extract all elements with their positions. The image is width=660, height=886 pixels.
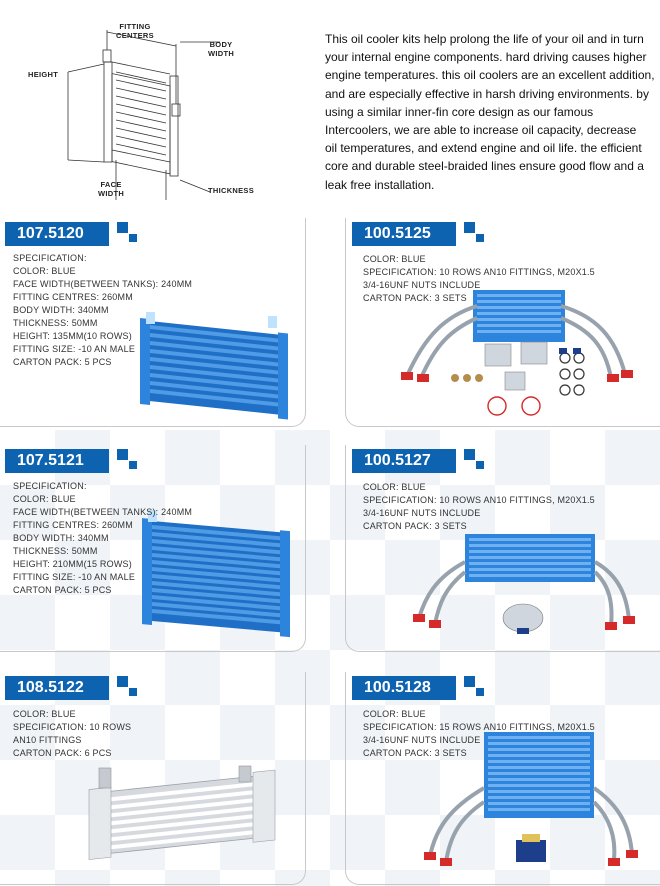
badge-square [476,461,484,469]
spec-line: FITTING SIZE: -10 AN MALE [13,344,136,354]
intro-line: using a similar inner-fin core design as our famous [325,104,594,119]
badge-square [117,676,128,687]
badge-square [464,449,475,460]
spec-line: AN10 FITTINGS [13,735,82,745]
intro-line: oil temperatures, and extend engine and oil life. the efficient [325,141,642,156]
spec-line: 3/4-16UNF NUTS INCLUDE [363,280,481,290]
spec-line: COLOR: BLUE [363,482,426,492]
cooler-line-drawing [20,10,310,210]
spec-line: CARTON PACK: 3 SETS [363,293,467,303]
label-thickness: THICKNESS [208,186,255,195]
spec-line: THICKNESS: 50MM [13,546,98,556]
product-image-silver-cooler [85,762,285,862]
intro-line: This oil cooler kits help prolong the life of your oil and in turn [325,32,644,46]
spec-line: COLOR: BLUE [13,709,76,719]
intro-line: engine temperatures. this oil coolers are an excellent addition, [325,68,655,83]
spec-line: COLOR: BLUE [13,266,76,276]
spec-line: HEIGHT: 210MM(15 ROWS) [13,559,132,569]
spec-line: 3/4-16UNF NUTS INCLUDE [363,508,481,518]
spec-line: CARTON PACK: 3 SETS [363,521,467,531]
product-code-badge: 107.5120 [5,222,109,246]
spec-line: SPECIFICATION: 10 ROWS AN10 FITTINGS, M20X1.5 [363,495,595,505]
badge-square [129,461,137,469]
product-image-cooler-kit-with-sandwich-plate [405,528,650,646]
spec-line: FACE WIDTH(BETWEEN TANKS): 240MM [13,279,193,289]
badge-square [476,234,484,242]
spec-line: SPECIFICATION: [13,481,87,491]
product-spec-list [13,252,192,369]
spec-line: SPECIFICATION: 10 ROWS [13,722,132,732]
spec-line: HEIGHT: 135MM(10 ROWS) [13,331,132,341]
product-image-cooler-kit-with-adapters [385,286,655,426]
spec-line: FITTING CENTRES: 260MM [13,292,133,302]
product-code-badge: 107.5121 [5,449,109,473]
intro-line: your internal engine components. hard driving causes higher [325,50,647,65]
intro-paragraph [325,30,653,194]
product-code-badge: 108.5122 [5,676,109,700]
intro-line: leak free installation. [325,177,435,192]
product-spec-list [363,253,595,305]
cooler-dimension-diagram [20,10,310,210]
spec-line: CARTON PACK: 6 PCS [13,748,112,758]
spec-line: FITTING CENTRES: 260MM [13,520,133,530]
spec-line: THICKNESS: 50MM [13,318,98,328]
product-code-badge: 100.5127 [352,449,456,473]
product-spec-list [363,481,595,533]
product-code-badge: 100.5128 [352,676,456,700]
label-face-width: FACE WIDTH [98,180,125,198]
spec-line: BODY WIDTH: 340MM [13,533,109,543]
badge-square [129,688,137,696]
spec-line: BODY WIDTH: 340MM [13,305,109,315]
badge-square [476,688,484,696]
badge-square [464,222,475,233]
label-body-width: BODY WIDTH [208,40,235,58]
spec-line: FITTING SIZE: -10 AN MALE [13,572,136,582]
spec-line: CARTON PACK: 3 SETS [363,748,467,758]
product-spec-list [13,708,131,760]
product-code-badge: 100.5125 [352,222,456,246]
label-height: HEIGHT [28,70,59,79]
spec-line: 3/4-16UNF NUTS INCLUDE [363,735,481,745]
product-spec-list [13,480,192,597]
intro-line: Intercoolers, we are able to increase oil capacity, decrease [325,123,637,138]
badge-square [117,449,128,460]
spec-line: CARTON PACK: 5 PCS [13,585,112,595]
badge-square [464,676,475,687]
product-spec-list [363,708,595,760]
spec-line: CARTON PACK: 5 PCS [13,357,112,367]
spec-line: COLOR: BLUE [13,494,76,504]
spec-line: COLOR: BLUE [363,709,426,719]
spec-line: SPECIFICATION: 15 ROWS AN10 FITTINGS, M20X1.5 [363,722,595,732]
badge-square [129,234,137,242]
spec-line: SPECIFICATION: [13,253,87,263]
intro-line: core and durable steel-braided lines ensure good flow and a [325,159,644,174]
label-fitting-centers: FITTING CENTERS [116,22,154,40]
spec-line: SPECIFICATION: 10 ROWS AN10 FITTINGS, M20X1.5 [363,267,595,277]
intro-line: and are especially effective in harsh driving environments. by [325,86,649,101]
spec-line: COLOR: BLUE [363,254,426,264]
spec-line: FACE WIDTH(BETWEEN TANKS): 240MM [13,507,193,517]
badge-square [117,222,128,233]
